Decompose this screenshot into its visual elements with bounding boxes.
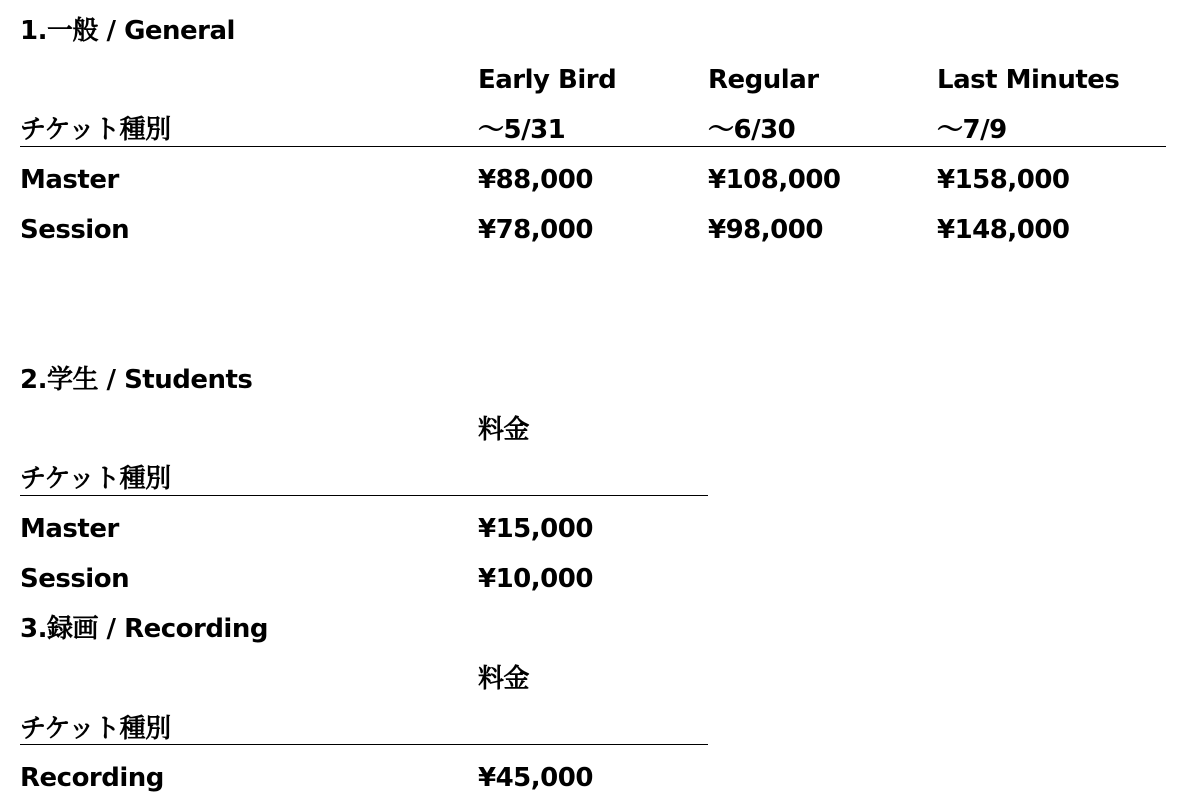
price-cell: ¥88,000: [478, 165, 593, 195]
price-cell: ¥10,000: [478, 564, 593, 594]
price-cell: ¥108,000: [708, 165, 841, 195]
recording-heading: 3.録画 / Recording: [20, 614, 268, 644]
ticket-type-header: チケット種別: [20, 115, 171, 145]
early-bird-deadline: 〜5/31: [478, 115, 566, 145]
price-cell: ¥148,000: [937, 215, 1070, 245]
last-minutes-header: Last Minutes: [937, 65, 1120, 95]
last-minutes-deadline: 〜7/9: [937, 115, 1007, 145]
ticket-type-header: チケット種別: [20, 714, 171, 744]
recording-header-divider: [20, 744, 708, 745]
early-bird-header: Early Bird: [478, 65, 617, 95]
price-cell: ¥158,000: [937, 165, 1070, 195]
price-cell: ¥98,000: [708, 215, 823, 245]
students-price-header: 料金: [478, 415, 530, 445]
general-heading: 1.一般 / General: [20, 16, 235, 46]
table-row-label: Session: [20, 564, 130, 594]
general-header-divider: [20, 146, 1166, 147]
regular-header: Regular: [708, 65, 819, 95]
table-row-label: Master: [20, 165, 119, 195]
students-header-divider: [20, 495, 708, 496]
price-cell: ¥78,000: [478, 215, 593, 245]
price-cell: ¥45,000: [478, 763, 593, 793]
ticket-type-header: チケット種別: [20, 464, 171, 494]
table-row-label: Master: [20, 514, 119, 544]
regular-deadline: 〜6/30: [708, 115, 796, 145]
table-row-label: Recording: [20, 763, 164, 793]
table-row-label: Session: [20, 215, 130, 245]
students-heading: 2.学生 / Students: [20, 365, 253, 395]
price-cell: ¥15,000: [478, 514, 593, 544]
recording-price-header: 料金: [478, 664, 530, 694]
